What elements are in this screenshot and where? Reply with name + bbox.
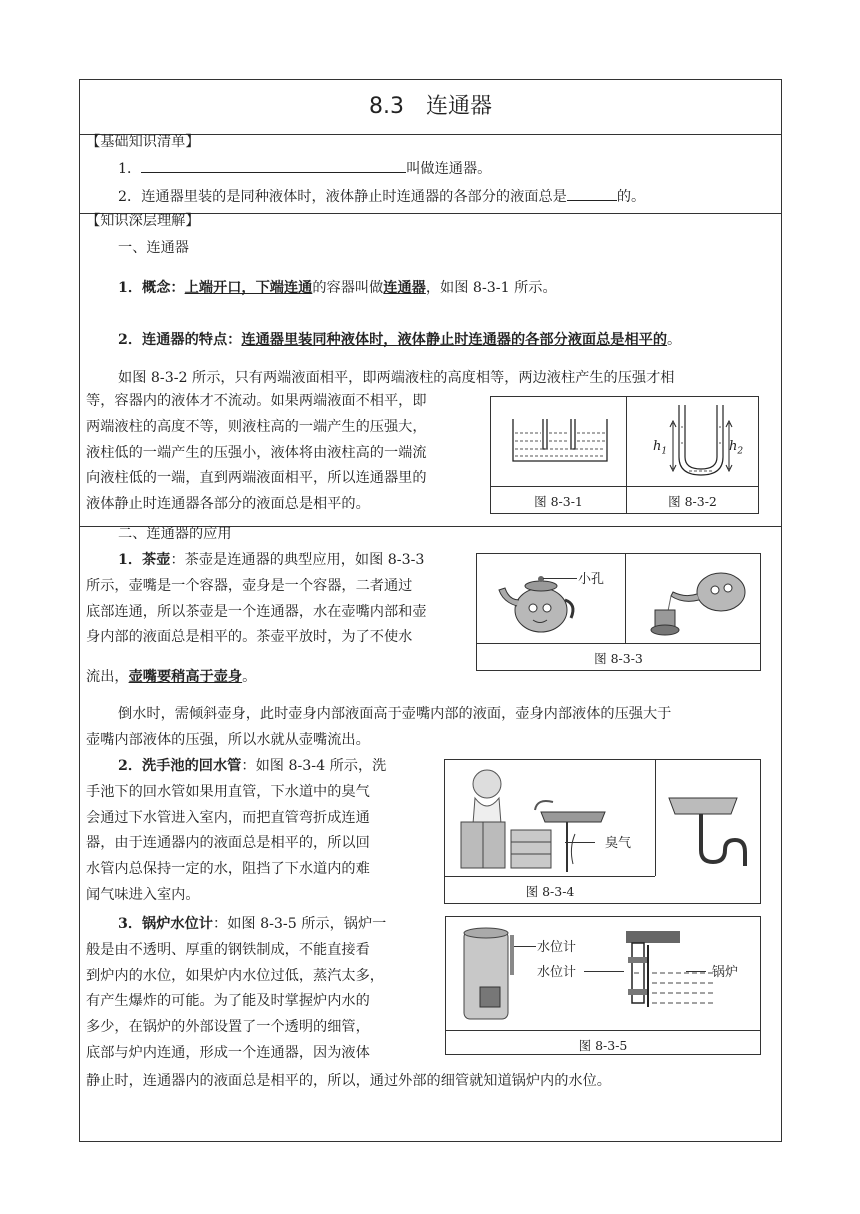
gauge-diagram xyxy=(622,927,722,1017)
fig-caption-8-3-1: 图 8-3-1 xyxy=(534,494,583,509)
teapot-icon xyxy=(495,566,577,638)
smell-label: 臭气 xyxy=(605,836,632,851)
h2-label: $h_2$ xyxy=(729,439,744,457)
h1-label: $h_1$ xyxy=(653,439,668,457)
page-title: 8.3 连通器 xyxy=(369,94,492,119)
basic-q2: 2．连通器里装的是同种液体时，液体静止时连通器的各部分的液面总是 的。 xyxy=(118,185,645,209)
hole-label: 小孔 xyxy=(578,572,605,587)
figure-8-3-5 xyxy=(445,916,761,1055)
figure-8-3-1-2 xyxy=(490,396,759,514)
fig-caption-8-3-5: 图 8-3-5 xyxy=(578,1038,628,1053)
washbasin-scene-icon xyxy=(457,764,617,874)
feature-line: 2．连通器的特点：连通器里装同种液体时，液体静止时连通器的各部分液面总是相平的。 xyxy=(118,332,682,348)
fig-caption-8-3-2: 图 8-3-2 xyxy=(668,494,717,509)
figure-8-3-4 xyxy=(444,759,761,904)
gauge-label-2: 水位计 xyxy=(537,965,577,980)
fig-caption-8-3-4: 图 8-3-4 xyxy=(525,884,575,899)
connected-vessel-diagram xyxy=(505,415,615,467)
basic-header: 【基础知识清单】 xyxy=(86,134,200,150)
pouring-teapot-icon xyxy=(635,562,755,638)
boiler-paragraph: 3．锅炉水位计：如图 8-3-5 所示，锅炉一 般是由不透明、厚重的钢铁制成，不能直接看 到炉内的水位，如果炉内水位过低，蒸汽太多， 有产生爆炸的可能。为了能及时掌握炉内水的 多少，在锅炉的外部设置了一个透明的细管， 底部与炉内连通，形成一个连通器，因为液体 xyxy=(86,916,387,1061)
figure-8-3-3 xyxy=(476,553,761,671)
sink-paragraph: 2．洗手池的回水管：如图 8-3-4 所示，洗 手池下的回水管如果用直管，下水道中的臭气 会通过下水管进入室内，而把直管弯折成连通 器，由于连通器内的液面总是相平的，所以回 水管内总保持一定的水，阻挡了下水道内的难 闻气味进入室内。 xyxy=(86,758,387,903)
boiler-label: 锅炉 xyxy=(712,965,739,980)
paragraph-wrap: 等，容器内的液体才不流动。如果两端液面不相平，即 两端液柱的高度不等，则液柱高的一端产生的压强大， 液柱低的一端产生的压强小，液体将由液柱高的一端流 向液柱低的一端，直到两端液面相平，所以连通器里的 液体静止时连通器各部分的液面总是相平的。 xyxy=(86,393,427,513)
fig-caption-8-3-3: 图 8-3-3 xyxy=(594,651,643,666)
gauge-label-1: 水位计 xyxy=(537,940,577,955)
boiler-last-line: 静止时，连通器内的液面总是相平的，所以，通过外部的细管就知道锅炉内的水位。 xyxy=(86,1073,611,1089)
concept-line: 1．概念：上端开口，下端连通的容器叫做连通器，如图 8-3-1 所示。 xyxy=(118,280,557,296)
teapot-paragraph: 1．茶壶：茶壶是连通器的典型应用，如图 8-3-3 所示，壶嘴是一个容器，壶身是一个容器，二者通过 底部连通，所以茶壶是一个连通器，水在壶嘴内部和壶 身内部的液面总是相平的。茶壶平放时，为了不使水 xyxy=(86,552,427,646)
boiler-icon xyxy=(460,925,522,1025)
teapot-tail: 流出，壶嘴要稍高于壶身。 xyxy=(86,669,257,685)
basic-q1: 1． 叫做连通器。 xyxy=(118,157,491,181)
section-2-title: 二、连通器的应用 xyxy=(118,526,232,542)
paragraph-line: 如图 8-3-2 所示，只有两端液面相平，即两端液柱的高度相等，两边液柱产生的压强才相 xyxy=(118,370,675,386)
trap-pipe-icon xyxy=(665,790,755,870)
section-1-title: 一、连通器 xyxy=(118,240,189,256)
deep-header: 【知识深层理解】 xyxy=(86,213,200,229)
pour-paragraph: 倒水时，需倾斜壶身，此时壶身内部液面高于壶嘴内部的液面，壶身内部液体的压强大于 壶嘴内部液体的压强，所以水就从壶嘴流出。 xyxy=(86,706,672,748)
